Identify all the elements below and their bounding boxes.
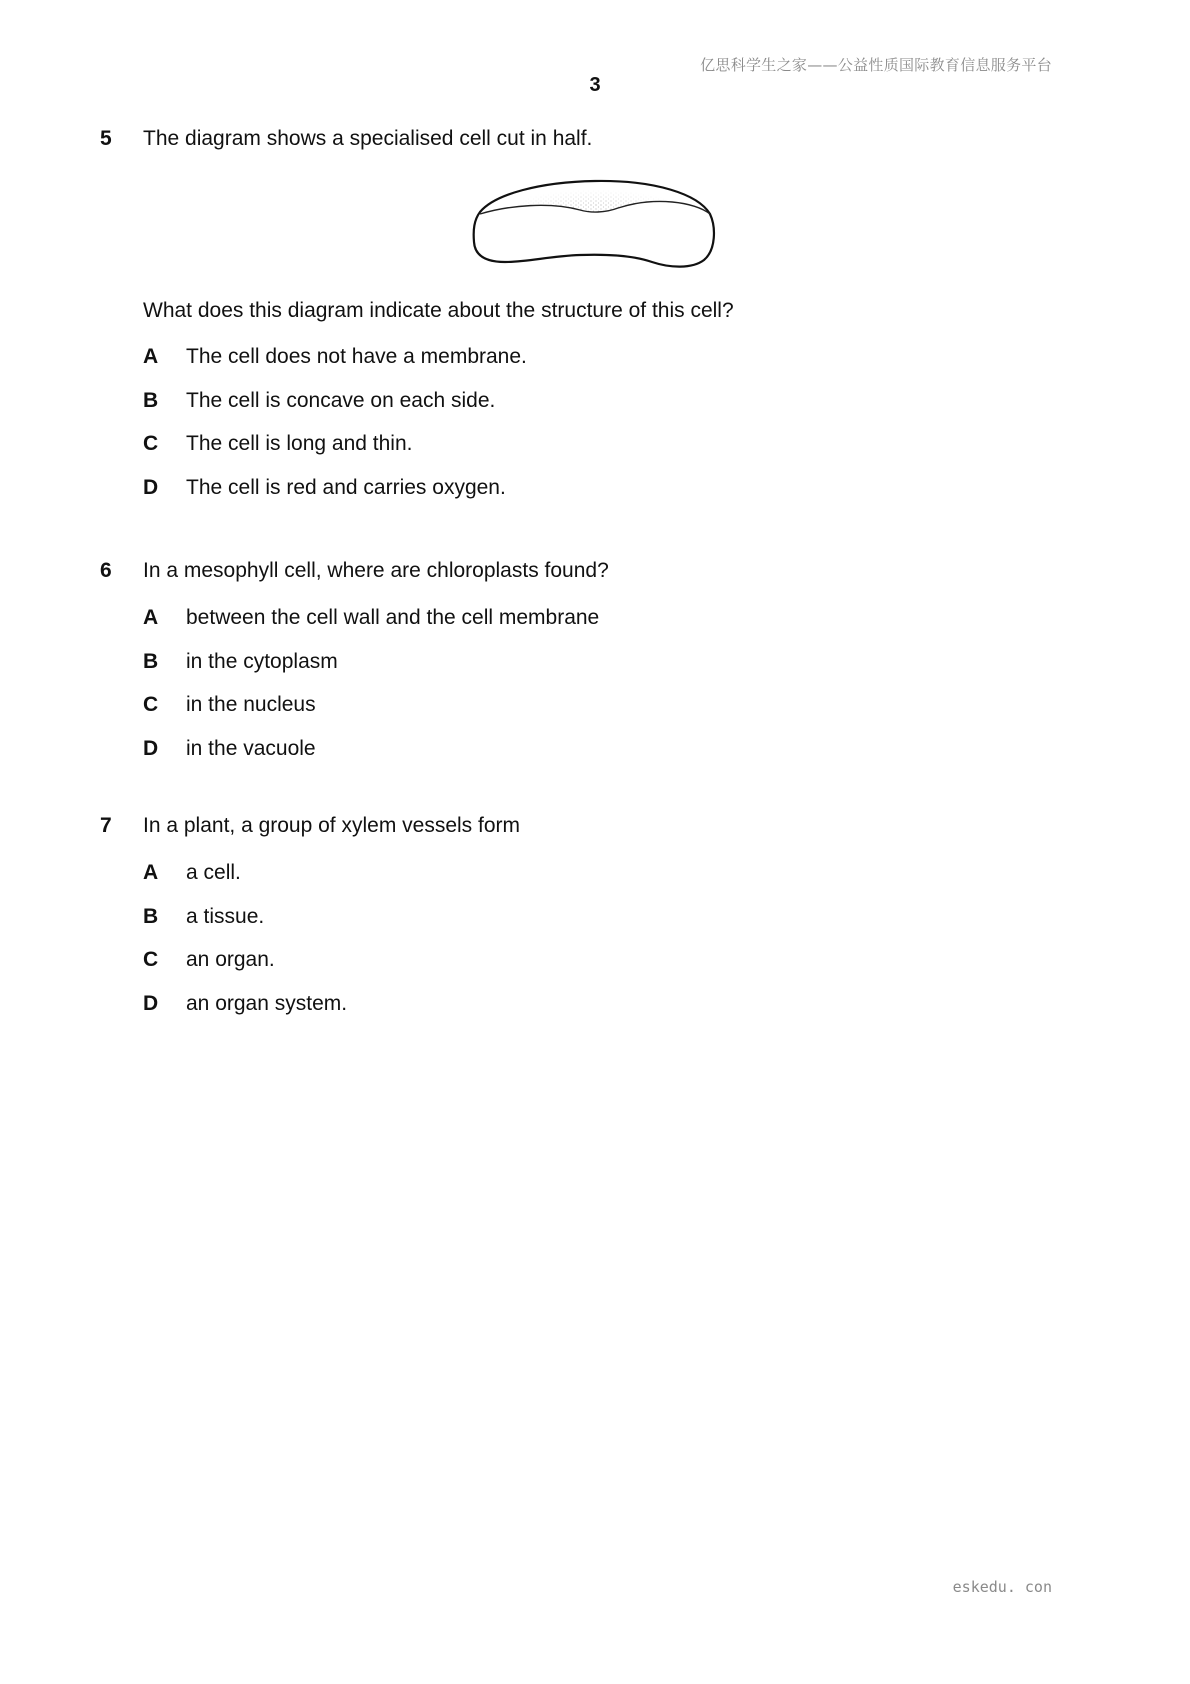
option-b[interactable]	[143, 904, 1080, 930]
question-follow-up: What does this diagram indicate about the structure of this cell?	[143, 299, 734, 322]
option-text: an organ.	[186, 948, 275, 971]
option-text: a tissue.	[186, 904, 265, 928]
option-d[interactable]	[143, 475, 1080, 501]
option-letter: D	[143, 736, 159, 760]
option-text: The cell does not have a membrane.	[186, 345, 527, 368]
option-text: an organ system.	[186, 991, 348, 1015]
option-letter: C	[143, 948, 159, 971]
option-text: in the vacuole	[186, 736, 316, 760]
option-text: in the cytoplasm	[186, 649, 338, 673]
question-text: In a plant, a group of xylem vessels form	[143, 814, 521, 837]
option-text: The cell is long and thin.	[186, 432, 413, 455]
option-a[interactable]	[143, 860, 1080, 886]
option-text: in the nucleus	[186, 693, 316, 716]
option-letter: B	[143, 649, 159, 673]
option-b[interactable]	[143, 649, 1080, 675]
option-letter: A	[143, 606, 159, 629]
option-letter: C	[143, 432, 159, 455]
option-c[interactable]	[143, 947, 1080, 973]
option-text: a cell.	[186, 861, 241, 884]
header-watermark: 亿思科学生之家——公益性质国际教育信息服务平台	[700, 56, 1052, 74]
question-number: 5	[100, 127, 112, 150]
option-letter: C	[143, 693, 159, 716]
question-number: 7	[100, 814, 112, 837]
option-letter: D	[143, 991, 159, 1015]
option-d[interactable]	[143, 991, 1080, 1017]
cell-diagram	[470, 172, 720, 277]
options-list	[143, 605, 1080, 762]
option-letter: A	[143, 861, 159, 884]
option-letter: A	[143, 345, 159, 368]
options-list	[143, 860, 1080, 1017]
option-c[interactable]	[143, 692, 1080, 718]
option-text: The cell is concave on each side.	[186, 388, 496, 412]
option-text: between the cell wall and the cell membrane	[186, 606, 600, 629]
option-a[interactable]	[143, 344, 1080, 370]
question-text: In a mesophyll cell, where are chloroplasts found?	[143, 559, 609, 582]
cell-cut-surface	[480, 181, 710, 214]
options-list	[143, 344, 1080, 501]
footer-watermark: eskedu. con	[952, 1578, 1052, 1596]
question-number: 6	[100, 559, 112, 582]
option-a[interactable]	[143, 605, 1080, 631]
page-number: 3	[589, 74, 601, 96]
option-d[interactable]	[143, 736, 1080, 762]
question-7	[100, 813, 1080, 1017]
option-letter: D	[143, 475, 159, 499]
option-b[interactable]	[143, 388, 1080, 414]
option-c[interactable]	[143, 431, 1080, 457]
question-6	[100, 558, 1080, 762]
option-letter: B	[143, 904, 159, 928]
question-text: The diagram shows a specialised cell cut in half.	[143, 127, 593, 150]
option-text: The cell is red and carries oxygen.	[186, 475, 506, 499]
option-letter: B	[143, 388, 159, 412]
